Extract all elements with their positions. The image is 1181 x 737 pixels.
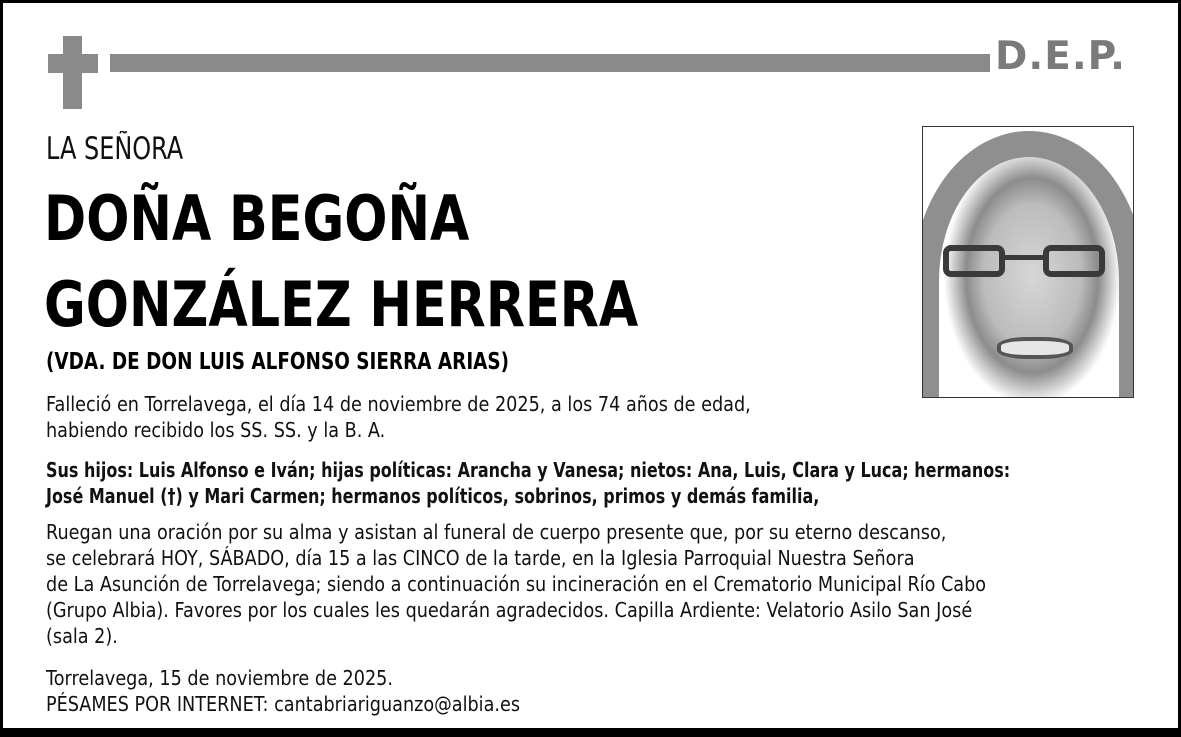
notice-footer <box>46 665 520 717</box>
name-line-2: GONZÁLEZ HERRERA <box>44 268 639 341</box>
place-date: Torrelavega, 15 de noviembre de 2025. <box>46 666 393 690</box>
name-line-1: DOÑA BEGOÑA <box>44 182 470 255</box>
family-line: José Manuel (†) y Mari Carmen; hermanos políticos, sobrinos, primos y demás familia, <box>46 484 820 508</box>
funeral-line: (sala 2). <box>46 624 118 648</box>
death-info <box>46 391 751 443</box>
condolences-email: PÉSAMES POR INTERNET: cantabriariguanzo@albia.es <box>46 692 521 716</box>
family-list <box>46 457 1010 509</box>
widow-of: (VDA. DE DON LUIS ALFONSO SIERRA ARIAS) <box>46 349 510 375</box>
cross-icon-arm <box>48 54 98 73</box>
death-info-line: Falleció en Torrelavega, el día 14 de noviembre de 2025, a los 74 años de edad, <box>46 392 751 416</box>
funeral-line: de La Asunción de Torrelavega; siendo a continuación su incineración en el Crematorio Municipal Río Cabo <box>46 572 987 596</box>
funeral-details <box>46 519 986 649</box>
header-rule <box>110 54 990 72</box>
funeral-line: Ruegan una oración por su alma y asistan al funeral de cuerpo presente que, por su eterno descanso, <box>46 520 947 544</box>
honorific: LA SEÑORA <box>46 131 184 167</box>
photo-glasses-left <box>943 245 1005 277</box>
family-line: Sus hijos: Luis Alfonso e Iván; hijas políticas: Arancha y Vanesa; nietos: Ana, Luis, Clara y Luca; hermanos: <box>46 458 1011 482</box>
death-info-line: habiendo recibido los SS. SS. y la B. A. <box>46 418 386 442</box>
photo-glasses-right <box>1043 245 1105 277</box>
dep-abbreviation: D.E.P. <box>995 34 1126 79</box>
photo-mouth <box>997 337 1073 359</box>
funeral-line: se celebrará HOY, SÁBADO, día 15 a las CINCO de la tarde, en la Iglesia Parroquial Nuestra Señora <box>46 546 915 570</box>
photo-glasses-bridge <box>1005 255 1043 260</box>
deceased-name <box>44 176 638 348</box>
portrait-photo <box>922 126 1134 398</box>
funeral-line: (Grupo Albia). Favores por los cuales les quedarán agradecidos. Capilla Ardiente: Velatorio Asilo San José <box>46 598 973 622</box>
